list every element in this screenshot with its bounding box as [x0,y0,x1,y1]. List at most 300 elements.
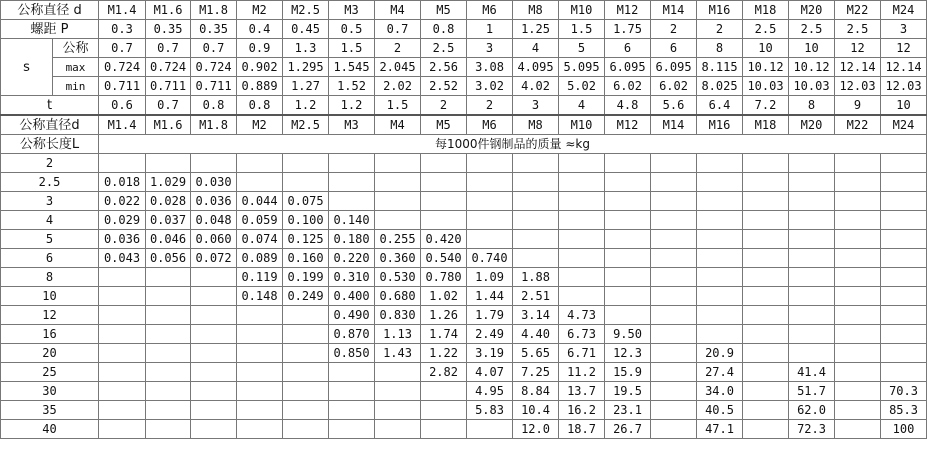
pitch-cell: 2 [697,20,743,39]
s-cell: 3.02 [467,77,513,96]
mass-cell [789,268,835,287]
mass-cell [743,287,789,306]
s-cell: 10.12 [743,58,789,77]
s-cell: 2.5 [421,39,467,58]
mass-cell [559,268,605,287]
mass-cell [651,325,697,344]
mass-cell [191,344,237,363]
t-cell: 6.4 [697,96,743,116]
table-row [1,173,927,192]
mass-size-header: M1.6 [146,115,191,135]
mass-cell [329,363,375,382]
mass-cell [835,249,881,268]
pitch-cell: 1 [467,20,513,39]
mass-cell [146,382,191,401]
mass-cell [467,230,513,249]
mass-cell [283,401,329,420]
mass-size-header: M18 [743,115,789,135]
pitch-cell: 0.45 [283,20,329,39]
mass-cell [191,363,237,382]
pitch-cell: 1.5 [559,20,605,39]
mass-cell: 27.4 [697,363,743,382]
s-cell: 2.52 [421,77,467,96]
mass-cell [651,363,697,382]
mass-size-header: M1.4 [99,115,146,135]
mass-cell [881,325,927,344]
table-row [1,344,927,363]
mass-size-header: M10 [559,115,605,135]
mass-cell [743,249,789,268]
mass-cell [559,211,605,230]
mass-cell: 0.100 [283,211,329,230]
mass-diameter-header: 公称直径d [1,115,99,135]
mass-cell [99,363,146,382]
s-cell: 8.025 [697,77,743,96]
mass-cell: 1.79 [467,306,513,325]
mass-cell [375,363,421,382]
s-cell: 2.02 [375,77,421,96]
s-cell: 12.14 [881,58,927,77]
pitch-cell: 1.25 [513,20,559,39]
s-cell: 12.14 [835,58,881,77]
s-cell: 0.889 [237,77,283,96]
mass-cell [329,382,375,401]
mass-cell [835,154,881,173]
mass-cell [605,287,651,306]
s-cell: 0.9 [237,39,283,58]
mass-size-header: M14 [651,115,697,135]
t-cell: 4.8 [605,96,651,116]
mass-cell: 72.3 [789,420,835,439]
nominal-diameter-header: 公称直径 d [1,1,99,20]
mass-cell [835,287,881,306]
size-header: M2.5 [283,1,329,20]
s-cell: 5.02 [559,77,605,96]
mass-cell [697,154,743,173]
mass-cell [743,382,789,401]
mass-cell [191,306,237,325]
size-header: M6 [467,1,513,20]
mass-cell: 0.160 [283,249,329,268]
mass-cell: 0.018 [99,173,146,192]
mass-cell: 34.0 [697,382,743,401]
t-cell: 2 [467,96,513,116]
mass-cell [421,401,467,420]
mass-cell [283,420,329,439]
mass-cell: 0.249 [283,287,329,306]
t-cell: 10 [881,96,927,116]
s-cell: 10.03 [789,77,835,96]
table-row [1,249,927,268]
mass-cell [513,154,559,173]
mass-cell [651,344,697,363]
mass-cell [146,344,191,363]
mass-cell [605,211,651,230]
t-cell: 0.8 [191,96,237,116]
length-cell: 35 [1,401,99,420]
s-cell: 12.03 [881,77,927,96]
mass-size-header: M6 [467,115,513,135]
t-cell: 4 [559,96,605,116]
mass-cell: 6.71 [559,344,605,363]
mass-cell: 0.850 [329,344,375,363]
size-header: M24 [881,1,927,20]
mass-cell: 8.84 [513,382,559,401]
mass-cell [605,249,651,268]
mass-cell: 0.037 [146,211,191,230]
mass-cell: 0.075 [283,192,329,211]
mass-cell: 1.22 [421,344,467,363]
table-row [1,192,927,211]
mass-size-header: M4 [375,115,421,135]
mass-cell [146,325,191,344]
mass-cell [789,287,835,306]
mass-cell [237,325,283,344]
mass-cell: 0.199 [283,268,329,287]
mass-cell [99,382,146,401]
mass-cell [99,344,146,363]
size-header: M5 [421,1,467,20]
mass-cell [513,211,559,230]
mass-cell [743,154,789,173]
mass-cell: 5.83 [467,401,513,420]
mass-cell [513,230,559,249]
mass-cell [559,154,605,173]
mass-cell [421,154,467,173]
mass-cell [651,230,697,249]
size-header: M10 [559,1,605,20]
length-cell: 25 [1,363,99,382]
s-cell: 2.045 [375,58,421,77]
mass-cell [283,325,329,344]
mass-cell: 9.50 [605,325,651,344]
mass-cell [191,268,237,287]
mass-cell: 1.26 [421,306,467,325]
mass-cell: 41.4 [789,363,835,382]
size-header: M18 [743,1,789,20]
pitch-cell: 2 [651,20,697,39]
mass-size-header: M24 [881,115,927,135]
mass-cell [789,211,835,230]
size-header: M1.4 [99,1,146,20]
pitch-cell: 2.5 [789,20,835,39]
t-cell: 0.8 [237,96,283,116]
mass-cell [651,249,697,268]
mass-cell [835,325,881,344]
mass-cell: 0.048 [191,211,237,230]
mass-cell [329,401,375,420]
mass-cell [146,306,191,325]
mass-cell: 0.043 [99,249,146,268]
pitch-label: 螺距 P [1,20,99,39]
mass-cell [99,325,146,344]
mass-cell [99,306,146,325]
mass-cell [375,211,421,230]
table-row [1,268,927,287]
mass-cell [146,287,191,306]
pitch-cell: 0.8 [421,20,467,39]
mass-cell [283,363,329,382]
s-cell: 2 [375,39,421,58]
table-row [1,287,927,306]
mass-cell [743,306,789,325]
mass-cell [789,154,835,173]
s-cell: 6.095 [651,58,697,77]
s-label: s [1,39,53,96]
mass-cell: 40.5 [697,401,743,420]
length-cell: 2 [1,154,99,173]
s-cell: 4.02 [513,77,559,96]
mass-cell [375,401,421,420]
mass-cell [146,401,191,420]
mass-cell: 1.029 [146,173,191,192]
length-cell: 30 [1,382,99,401]
t-cell: 0.7 [146,96,191,116]
mass-cell: 0.490 [329,306,375,325]
size-header: M1.6 [146,1,191,20]
t-cell: 9 [835,96,881,116]
s-sub-label: 公称 [53,39,99,58]
mass-cell [789,192,835,211]
mass-cell: 0.830 [375,306,421,325]
mass-cell: 0.089 [237,249,283,268]
s-cell: 3 [467,39,513,58]
mass-cell [743,173,789,192]
s-cell: 10 [789,39,835,58]
mass-cell: 0.036 [99,230,146,249]
s-cell: 0.711 [146,77,191,96]
mass-cell [99,401,146,420]
mass-cell [283,154,329,173]
mass-cell [881,363,927,382]
mass-cell [651,306,697,325]
mass-cell [835,173,881,192]
s-cell: 0.7 [191,39,237,58]
mass-cell [237,363,283,382]
s-cell: 1.52 [329,77,375,96]
mass-cell [697,287,743,306]
mass-size-header: M12 [605,115,651,135]
mass-cell: 0.036 [191,192,237,211]
mass-cell [835,230,881,249]
mass-cell: 0.360 [375,249,421,268]
s-cell: 5 [559,39,605,58]
mass-cell [375,192,421,211]
table-row [1,401,927,420]
mass-cell: 0.140 [329,211,375,230]
mass-cell: 0.059 [237,211,283,230]
mass-size-header: M8 [513,115,559,135]
mass-cell: 12.0 [513,420,559,439]
mass-cell [329,154,375,173]
mass-cell: 0.125 [283,230,329,249]
mass-cell: 12.3 [605,344,651,363]
mass-cell [651,192,697,211]
table-row [1,77,927,96]
s-cell: 12 [835,39,881,58]
mass-cell [881,192,927,211]
mass-cell: 6.73 [559,325,605,344]
mass-cell [881,249,927,268]
table-row [1,1,927,20]
pitch-cell: 0.35 [191,20,237,39]
length-cell: 40 [1,420,99,439]
t-cell: 7.2 [743,96,789,116]
mass-cell: 3.19 [467,344,513,363]
mass-cell: 85.3 [881,401,927,420]
s-cell: 0.711 [191,77,237,96]
t-cell: 2 [421,96,467,116]
mass-cell [651,268,697,287]
mass-cell [697,173,743,192]
mass-cell [881,154,927,173]
pitch-cell: 2.5 [835,20,881,39]
mass-cell [743,230,789,249]
mass-cell: 0.780 [421,268,467,287]
size-header: M8 [513,1,559,20]
mass-cell [237,420,283,439]
s-cell: 6 [651,39,697,58]
mass-cell [421,420,467,439]
mass-cell: 15.9 [605,363,651,382]
mass-cell: 62.0 [789,401,835,420]
mass-size-header: M2.5 [283,115,329,135]
mass-cell [881,287,927,306]
mass-cell: 0.180 [329,230,375,249]
mass-cell: 0.030 [191,173,237,192]
length-cell: 8 [1,268,99,287]
mass-cell [743,192,789,211]
mass-cell: 26.7 [605,420,651,439]
mass-cell [191,287,237,306]
table-row [1,211,927,230]
mass-cell [881,230,927,249]
pitch-cell: 0.4 [237,20,283,39]
mass-cell: 0.400 [329,287,375,306]
mass-cell [559,249,605,268]
mass-cell [743,344,789,363]
t-cell: 3 [513,96,559,116]
mass-cell [789,325,835,344]
s-cell: 1.3 [283,39,329,58]
mass-cell [421,211,467,230]
table-row [1,39,927,58]
mass-cell [651,287,697,306]
mass-cell [881,344,927,363]
mass-cell [375,420,421,439]
t-cell: 5.6 [651,96,697,116]
size-header: M2 [237,1,283,20]
s-cell: 0.711 [99,77,146,96]
s-cell: 4.095 [513,58,559,77]
mass-cell [329,192,375,211]
s-cell: 10.03 [743,77,789,96]
mass-cell: 0.072 [191,249,237,268]
mass-cell [146,154,191,173]
mass-cell [605,268,651,287]
mass-cell [835,401,881,420]
mass-cell: 0.029 [99,211,146,230]
mass-cell [191,154,237,173]
mass-cell [605,154,651,173]
mass-cell [513,249,559,268]
size-header: M14 [651,1,697,20]
mass-cell [237,382,283,401]
length-cell: 6 [1,249,99,268]
mass-cell [881,306,927,325]
mass-cell: 20.9 [697,344,743,363]
table-body [1,1,927,439]
s-cell: 5.095 [559,58,605,77]
mass-cell [421,173,467,192]
mass-cell [743,211,789,230]
size-header: M3 [329,1,375,20]
mass-cell: 7.25 [513,363,559,382]
s-cell: 4 [513,39,559,58]
length-cell: 12 [1,306,99,325]
mass-cell [559,230,605,249]
table-row [1,306,927,325]
mass-size-header: M22 [835,115,881,135]
pitch-cell: 0.5 [329,20,375,39]
s-cell: 3.08 [467,58,513,77]
s-cell: 8.115 [697,58,743,77]
mass-cell [697,249,743,268]
mass-size-header: M20 [789,115,835,135]
mass-cell [283,306,329,325]
mass-cell: 51.7 [789,382,835,401]
t-cell: 1.2 [283,96,329,116]
mass-cell: 3.14 [513,306,559,325]
s-cell: 1.5 [329,39,375,58]
mass-cell: 4.95 [467,382,513,401]
mass-cell: 0.046 [146,230,191,249]
mass-cell: 0.420 [421,230,467,249]
mass-cell: 19.5 [605,382,651,401]
mass-cell [191,420,237,439]
mass-cell: 1.44 [467,287,513,306]
s-cell: 6.02 [651,77,697,96]
mass-cell [283,382,329,401]
mass-cell [191,382,237,401]
mass-cell [835,363,881,382]
mass-cell [697,268,743,287]
s-cell: 10 [743,39,789,58]
mass-cell [789,230,835,249]
mass-cell [375,382,421,401]
mass-cell [789,344,835,363]
mass-cell: 0.119 [237,268,283,287]
length-cell: 10 [1,287,99,306]
s-cell: 1.295 [283,58,329,77]
mass-cell [881,268,927,287]
mass-cell [467,173,513,192]
mass-cell [329,173,375,192]
s-cell: 0.724 [99,58,146,77]
size-header: M22 [835,1,881,20]
length-cell: 5 [1,230,99,249]
length-cell: 4 [1,211,99,230]
table-row [1,230,927,249]
mass-cell [605,306,651,325]
mass-cell: 0.060 [191,230,237,249]
mass-cell [651,154,697,173]
mass-cell: 0.022 [99,192,146,211]
mass-cell: 0.540 [421,249,467,268]
mass-cell [835,268,881,287]
mass-cell: 0.056 [146,249,191,268]
mass-cell [559,287,605,306]
